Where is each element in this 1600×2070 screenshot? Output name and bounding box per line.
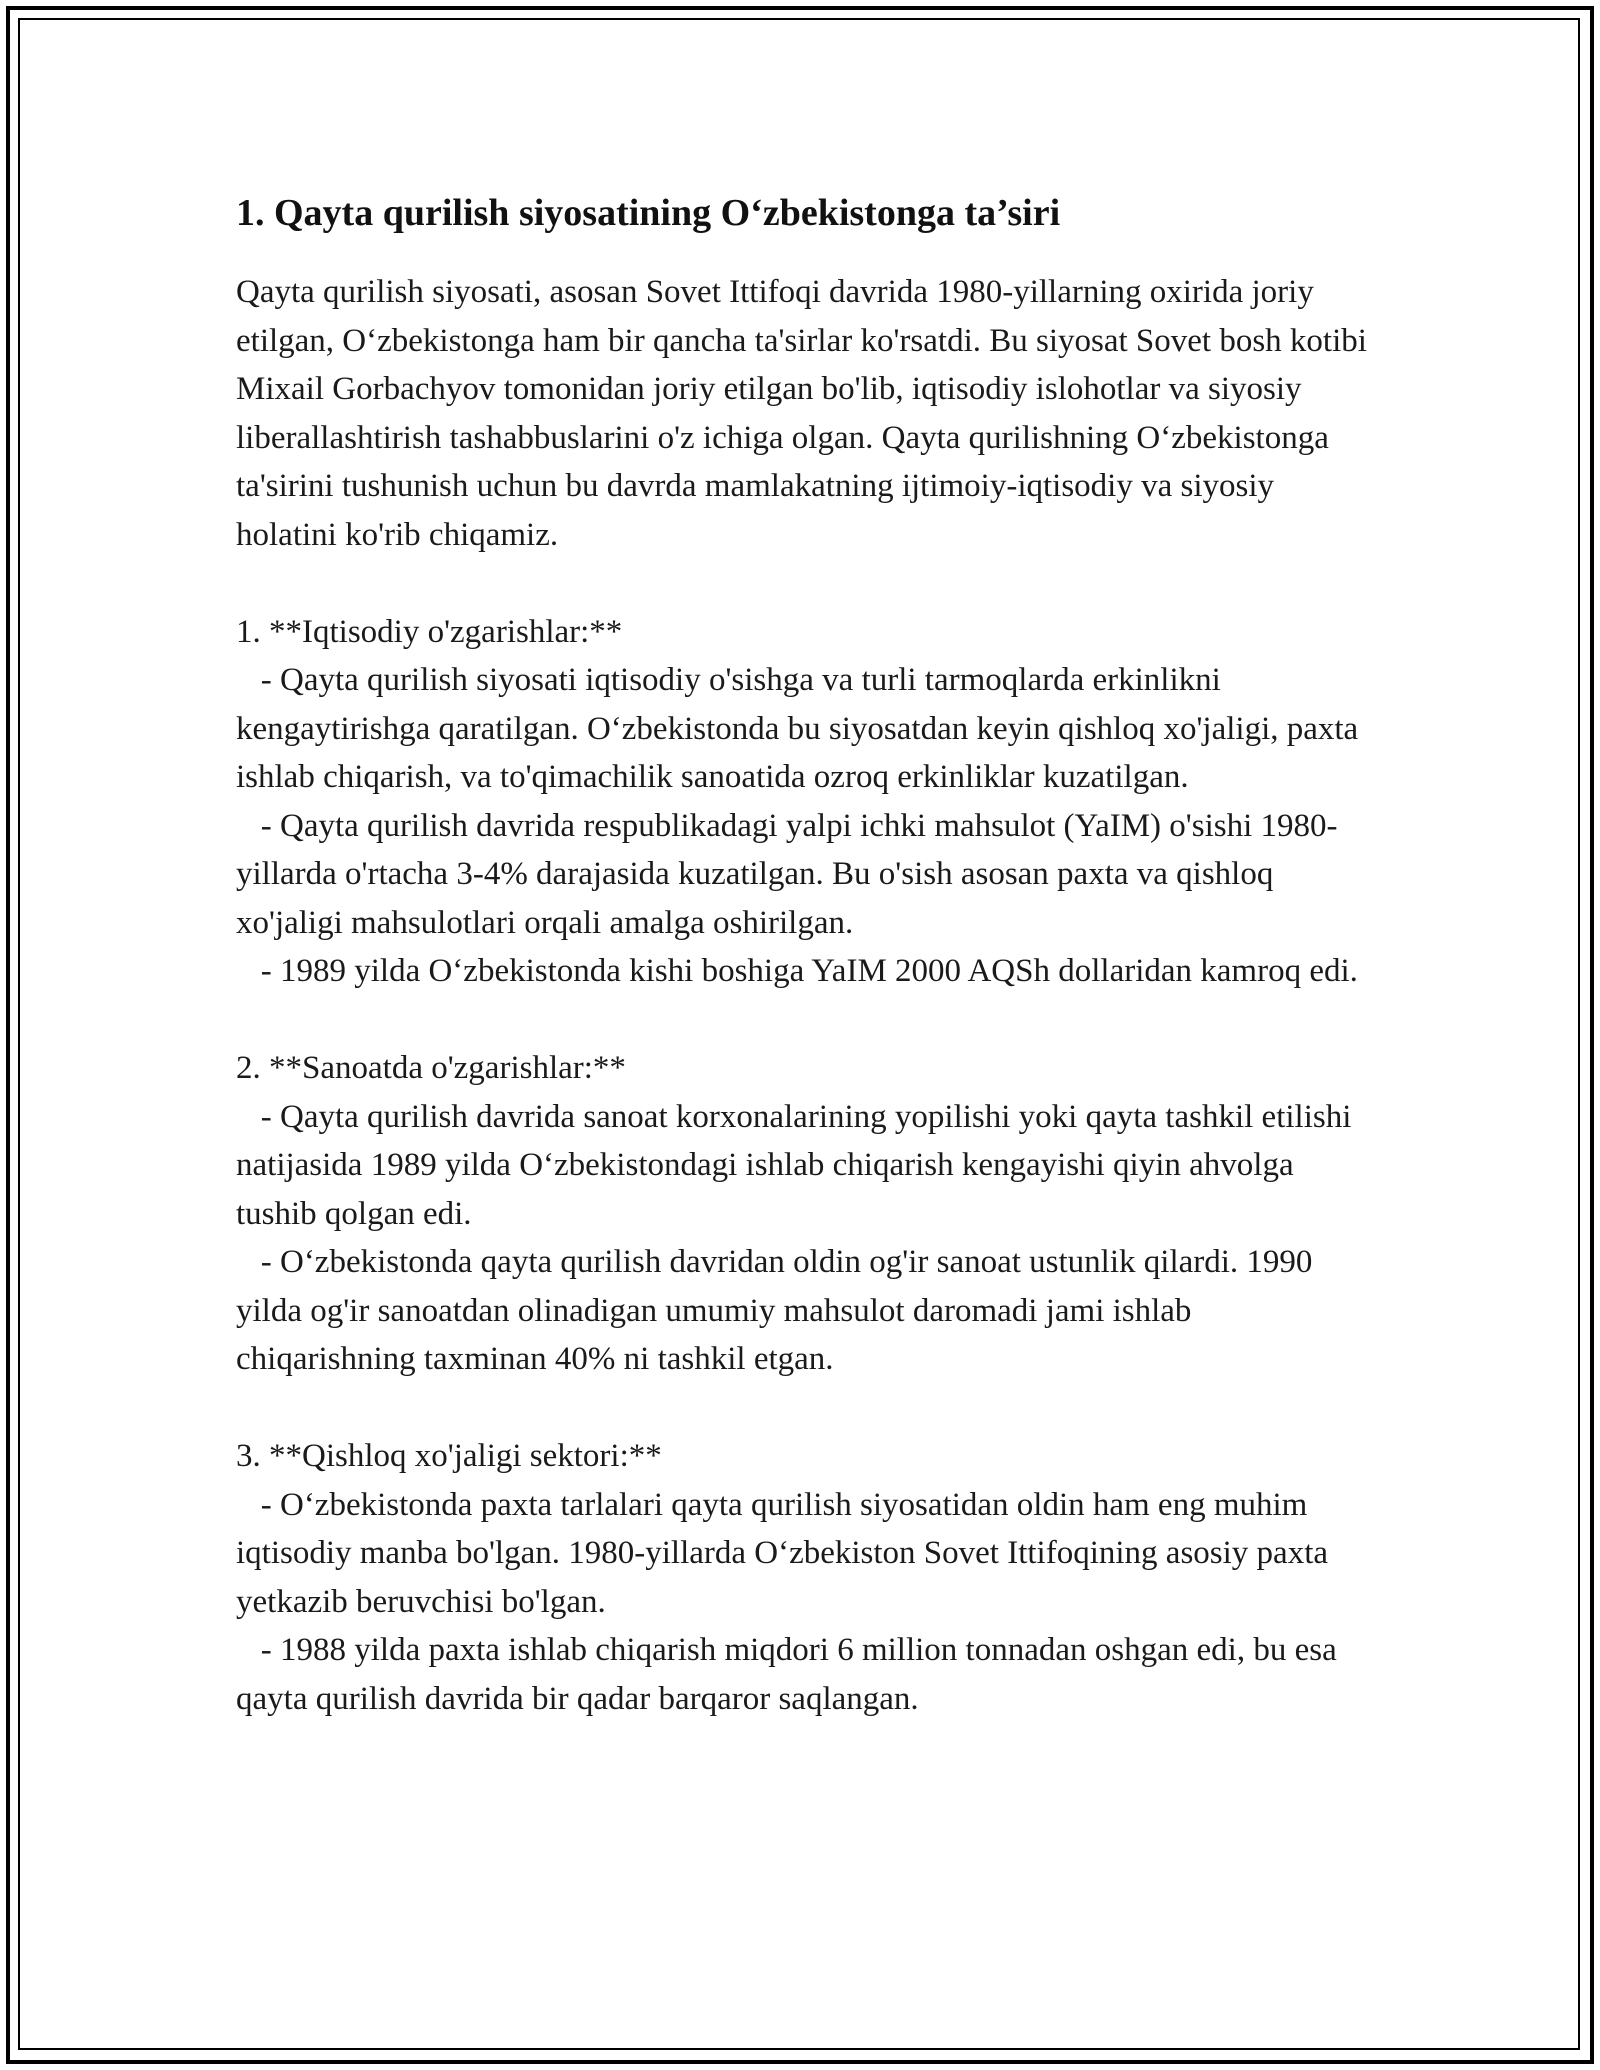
paragraph-gap <box>236 996 1376 1045</box>
list-item: - Qayta qurilish davrida sanoat korxonalarining yopilishi yoki qayta tashkil etilishi natijasida 1989 yilda O‘zbekistondagi ishlab chiqarish kengayishi qiyin ahvolga tushib qolgan edi. <box>236 1098 1360 1232</box>
list-item: - Qayta qurilish siyosati iqtisodiy o'sishga va turli tarmoqlarda erkinlikni kengaytirishga qaratilgan. O‘zbekistonda bu siyosatdan keyin qishloq xo'jaligi, paxta ishlab chiqarish, va to'qimachilik sanoatida ozroq erkinliklar kuzatilgan. <box>236 662 1367 795</box>
list-item: - 1989 yilda O‘zbekistonda kishi boshiga YaIM 2000 AQSh dollaridan kamroq edi. <box>236 953 1358 989</box>
section-heading: 3. **Qishloq xo'jaligi sektori:** <box>236 1438 662 1474</box>
list-item: - 1988 yilda paxta ishlab chiqarish miqdori 6 million tonnadan oshgan edi, bu esa qayta qurilish davrida bir qadar barqaror saqlangan. <box>236 1632 1345 1717</box>
list-item: - Qayta qurilish davrida respublikadagi yalpi ichki mahsulot (YaIM) o'sishi 1980-yillarda o'rtacha 3-4% darajasida kuzatilgan. Bu o'sish asosan paxta va qishloq xo'jaligi mahsulotlari orqali amalga oshirilgan. <box>236 807 1338 941</box>
paragraph-gap <box>236 1384 1376 1433</box>
intro-paragraph: Qayta qurilish siyosati, asosan Sovet Ittifoqi davrida 1980-yillarning oxirida joriy etilgan, O‘zbekistonga ham bir qancha ta'sirlar ko'rsatdi. Bu siyosat Sovet bosh kotibi Mixail Gorbachyov tomonidan joriy etilgan bo'lib, iqtisodiy islohotlar va siyosiy liberallashtirish tashabbuslarini o'z ichiga olgan. Qayta qurilishning O‘zbekistonga ta'sirini tushunish uchun bu davrda mamlakatning ijtimoiy-iqtisodiy va siyosiy holatini ko'rib chiqamiz. <box>236 274 1376 553</box>
section-heading: 2. **Sanoatda o'zgarishlar:** <box>236 1050 626 1086</box>
paragraph-gap <box>236 559 1376 608</box>
list-item: - O‘zbekistonda qayta qurilish davridan oldin og'ir sanoat ustunlik qilardi. 1990 yilda og'ir sanoatdan olinadigan umumiy mahsulot daromadi jami ishlab chiqarishning taxminan 40% ni tashkil etgan. <box>236 1244 1321 1377</box>
document-body <box>236 190 1376 1723</box>
document-title: 1. Qayta qurilish siyosatining O‘zbekistonga ta’siri <box>236 192 1061 234</box>
section-industry <box>236 1044 1376 1384</box>
section-agriculture <box>236 1432 1376 1723</box>
section-economic <box>236 608 1376 996</box>
section-heading: 1. **Iqtisodiy o'zgarishlar:** <box>236 613 623 650</box>
list-item: - O‘zbekistonda paxta tarlalari qayta qurilish siyosatidan oldin ham eng muhim iqtisodiy manba bo'lgan. 1980-yillarda O‘zbekiston Sovet Ittifoqining asosiy paxta yetkazib beruvchisi bo'lgan. <box>236 1486 1337 1620</box>
